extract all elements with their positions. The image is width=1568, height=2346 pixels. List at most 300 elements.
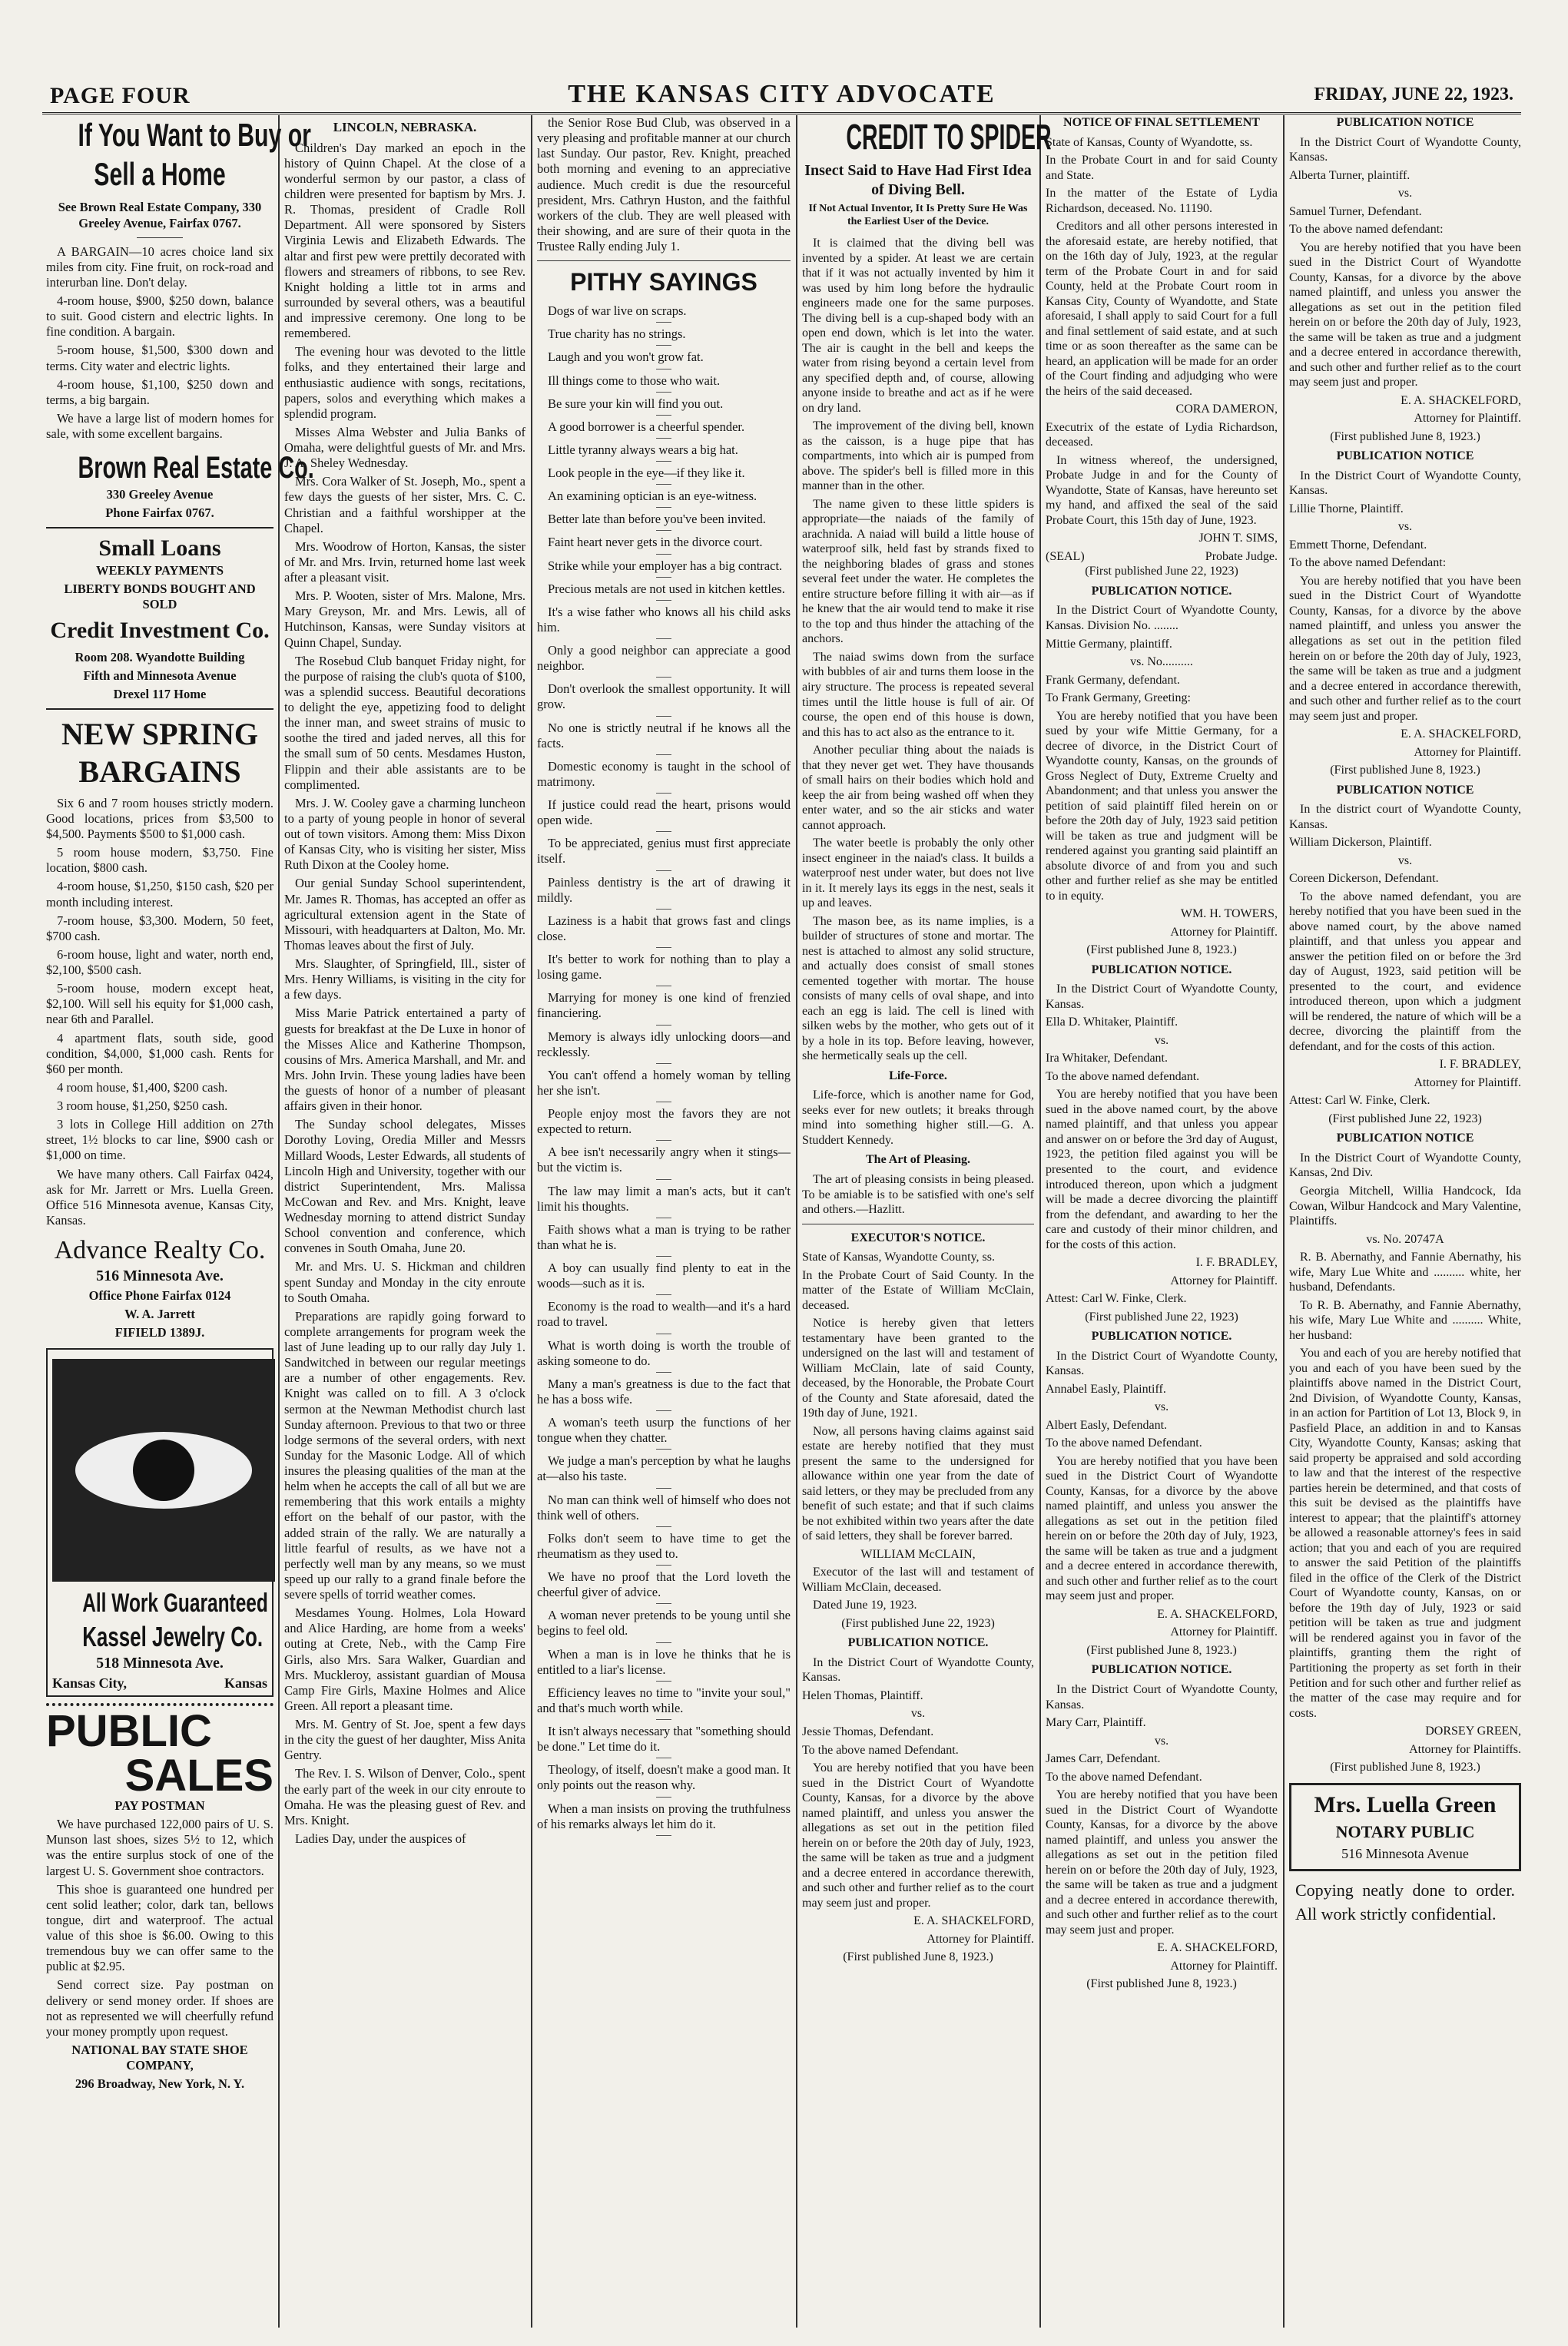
notice-signature: JOHN T. SIMS,	[1198, 532, 1278, 545]
notice-text: You are hereby notified that you have been sued in the District Court of Wyandotte County, Kansas, for a divorce by the above named plaintiff, and unless you answer the allegations as set out in the petition filed herein on or before the 20th day of July, 1923, the same will be taken as true and a judgment and a decree entered in accordance therewith, and such other and further relief as to the court may seem just and proper.	[1289, 240, 1521, 389]
notice-text: Executor of the last will and testament of William McClain, deceased.	[802, 1566, 1034, 1594]
notice-text: Dated June 19, 1923.	[813, 1599, 917, 1612]
divider	[46, 708, 273, 710]
notice-published: (First published June 8, 1923.)	[843, 1950, 993, 1964]
ad-text: 7-room house, $3,300. Modern, 50 feet, $700 cash.	[46, 913, 273, 943]
notice-text: In the district court of Wyandotte County, Kansas.	[1289, 803, 1521, 831]
column-pithy-sayings	[537, 115, 791, 2328]
notice-signature: DORSEY GREEN,	[1425, 1725, 1521, 1738]
notice-text: In the District Court of Wyandotte County, Kansas.	[1046, 1682, 1278, 1711]
saying-item: A woman never pretends to be young until she begins to feel old.	[537, 1608, 791, 1639]
article-subheading: If Not Actual Inventor, It Is Pretty Sure He Was the Earliest User of the Device.	[808, 202, 1028, 227]
ad-firm-name: Kassel Jewelry Co.	[82, 1620, 264, 1652]
saying-item: True charity has no strings.	[548, 326, 686, 342]
notice-signature: WILLIAM McCLAIN,	[860, 1547, 976, 1561]
notice-published: (First published June 22, 1923)	[1328, 1112, 1482, 1125]
ad-text: We have purchased 122,000 pairs of U. S. Munson last shoes, sizes 5½ to 12, which was the entire surplus stock of one of the largest U. S. Government shoe contractors.	[46, 1817, 273, 1878]
ad-text: 6-room house, light and water, north end, $2,100, $500 cash.	[46, 946, 273, 978]
notice-signature: Attorney for Plaintiff.	[1170, 925, 1278, 939]
saying-item: An examining optician is an eye-witness.	[548, 489, 757, 504]
notice-text: State of Kansas, County of Wyandotte, ss.	[1046, 135, 1253, 149]
column-rule	[1039, 115, 1041, 2328]
notice-signature: Attorney for Plaintiff.	[1414, 1075, 1521, 1089]
ad-text: See Brown Real Estate Company, 330 Greeley Avenue, Fairfax 0767.	[58, 200, 262, 230]
article-heading: PITHY SAYINGS	[570, 268, 757, 297]
saying-item: Look people in the eye—if they like it.	[548, 466, 745, 481]
article-heading: CREDIT TO SPIDER	[846, 117, 1052, 157]
notice-text: Mittie Germany, plaintiff.	[1046, 637, 1172, 651]
ad-headline: Sell a Home	[94, 156, 226, 193]
divider	[656, 392, 671, 393]
article-paragraph: Life-force, which is another name for God, seeks ever for new outlets; it breaks through mind into something higher still.—G. A. Studdert Kennedy.	[802, 1089, 1034, 1147]
notice-text: vs.	[1154, 1400, 1169, 1414]
article-paragraph: It is claimed that the diving bell was invented by a spider. At least we are certain that if it was not actually invented by him it was used by him long before the hydraulic engineers made one for the same purposes. The diving bell is a cup-shaped body with an open end down, which is let into the water. The air is caught in the bell and keeps the water from rising beyond a certain level from any specified depth and, of course, allowing anyone inside to breathe and act as if he were on dry land.	[802, 237, 1034, 415]
article-paragraph: Another peculiar thing about the naiads is that they never get wet. They have thousands of small hairs on their bodies which hold and keep the air from being washed off when they enter water, and so the air sticks and water cannot approach.	[802, 744, 1034, 832]
notice-heading: PUBLICATION NOTICE	[1336, 116, 1474, 129]
divider	[656, 638, 671, 639]
saying-item: What is worth doing is worth the trouble of asking someone to do.	[537, 1337, 791, 1368]
notice-published: (First published June 8, 1923.)	[1330, 764, 1480, 777]
saying-item: Little tyranny always wears a big hat.	[548, 442, 738, 457]
divider	[656, 438, 671, 439]
article-paragraph: Mr. and Mrs. U. S. Hickman and children spent Sunday and Monday in the city enroute to South Omaha.	[284, 1259, 525, 1305]
ad-text: 4-room house, $1,100, $250 down and terms, a big bargain.	[46, 376, 273, 407]
article-paragraph: Miss Marie Patrick entertained a party of guests for breakfast at the De Luxe in honor of the Misses Alice and Katherine Thompson, cousins of Mrs. America Marshall, and Mr. and Mrs. John Irvin. These young ladies have been the guests of honor of a number of pleasant affairs given in their honor.	[284, 1006, 525, 1114]
notice-heading: PUBLICATION NOTICE.	[1091, 963, 1232, 976]
divider	[656, 1642, 671, 1643]
saying-item: Theology, of itself, doesn't make a good man. It only points out the reason why.	[537, 1762, 791, 1793]
notice-text: In the District Court of Wyandotte County, Kansas. Division No. ........	[1046, 604, 1278, 632]
sayings-list	[537, 303, 791, 1836]
ad-text: We have a large list of modern homes for sale, with some excellent bargains.	[46, 410, 273, 442]
notice-text: In the District Court of Wyandotte County, Kansas.	[1289, 469, 1521, 498]
notice-signature: Attorney for Plaintiff.	[1414, 745, 1521, 759]
notice-published: (First published June 22, 1923)	[1085, 1310, 1238, 1324]
divider	[656, 530, 671, 531]
ad-text: NATIONAL BAY STATE SHOE COMPANY,	[71, 2042, 248, 2073]
ad-firm-name: Mrs. Luella Green	[1314, 1791, 1497, 1817]
saying-item: We have no proof that the Lord loveth the cheerful giver of advice.	[537, 1569, 791, 1600]
notice-published: (First published June 8, 1923.)	[1086, 943, 1237, 957]
ad-text: Send correct size. Pay postman on delivery or send money order. If shoes are not as represented we will cheerfully refund your money promptly upon request.	[46, 1977, 273, 2039]
saying-item: When a man insists on proving the truthfulness of his remarks always let him do it.	[537, 1801, 791, 1831]
saying-item: Folks don't seem to have time to get the rheumatism as they used to.	[537, 1530, 791, 1561]
notice-published: (First published June 22, 1923)	[841, 1616, 995, 1630]
seal-line	[1046, 549, 1278, 565]
notice-published: (First published June 8, 1923.)	[1330, 429, 1480, 443]
notice-text: vs.	[1154, 1033, 1169, 1047]
divider	[656, 1256, 671, 1257]
masthead	[42, 77, 1521, 114]
notice-text: Notice is hereby given that letters testamentary have been granted to the undersigned on the last will and testament of William McClain, late of said County, deceased, by the Honorable, the Probate Court of the County and State aforesaid, dated the 19th day of June, 1921.	[802, 1317, 1034, 1420]
notice-text: To the above named defendant.	[1046, 1069, 1200, 1083]
saying-item: Be sure your kin will find you out.	[548, 396, 724, 411]
article-paragraph: The Sunday school delegates, Misses Dorothy Loving, Oredia Miller and Messrs Millard Woods, Lester Edwards, all students of Lincoln High and University, together with our district Superintendent, Mrs. Malissa McCowan and Rev. and Mrs. Knight, leave Wednesday morning to attend district Sunday School convention and conference, which convenes in South Omaha, June 20.	[284, 1117, 525, 1256]
column-legal-notices	[1046, 115, 1278, 2328]
notice-text: Ira Whitaker, Defendant.	[1046, 1052, 1168, 1065]
notice-heading: PUBLICATION NOTICE	[1336, 783, 1474, 797]
notice-signature: I. F. BRADLEY,	[1439, 1058, 1521, 1072]
notice-heading: EXECUTOR'S NOTICE.	[850, 1231, 986, 1244]
notice-text: In the matter of the Estate of Lydia Richardson, deceased. No. 11190.	[1046, 187, 1278, 215]
ad-firm-name: Advance Realty Co.	[54, 1236, 266, 1265]
issue-date: FRIDAY, JUNE 22, 1923.	[1314, 84, 1513, 104]
divider	[656, 870, 671, 871]
ad-text: 5-room house, modern except heat, $2,100. Will sell his equity for $1,000 cash, near 6th and Parallel.	[46, 981, 273, 1027]
notice-text: Frank Germany, defendant.	[1046, 673, 1180, 687]
notice-published: (First published June 8, 1923.)	[1086, 1977, 1237, 1991]
divider	[656, 322, 671, 323]
divider	[656, 1179, 671, 1180]
ad-text: Phone Fairfax 0767.	[105, 505, 214, 521]
notice-text: R. B. Abernathy, and Fannie Abernathy, his wife, Mary Lue White and .......... white, her husband, Defendants.	[1289, 1251, 1521, 1294]
ad-text: 516 Minnesota Avenue	[1341, 1846, 1469, 1862]
divider	[656, 1063, 671, 1064]
saying-item: Precious metals are not used in kitchen kettles.	[548, 581, 785, 596]
notice-text: vs.	[1397, 520, 1413, 534]
ad-firm-name: Brown Real Estate Co.	[78, 451, 314, 485]
divider	[656, 461, 671, 462]
notice-signature: E. A. SHACKELFORD,	[1401, 727, 1521, 741]
divider	[656, 507, 671, 508]
ad-firm-name: Credit Investment Co.	[50, 618, 270, 644]
ad-text: 5-room house, $1,500, $300 down and terms. City water and electric lights.	[46, 343, 273, 373]
saying-item: To be appreciated, genius must first appreciate itself.	[537, 836, 791, 866]
ad-text: This shoe is guaranteed one hundred per cent solid leather; color, dark tan, bellows tongue, dirt and waterproof. The actual value of this shoe is $6.00. Owing to this tremendous buy we can offer same to the public at $2.95.	[46, 1881, 273, 1974]
ad-text: 5 room house modern, $3,750. Fine location, $800 cash.	[46, 845, 273, 876]
notice-text: Executrix of the estate of Lydia Richardson, deceased.	[1046, 420, 1278, 449]
ad-text: We have many others. Call Fairfax 0424, ask for Mr. Jarrett or Mrs. Luella Green. Office 516 Minnesota avenue, Kansas City, Kansas.	[46, 1166, 273, 1228]
column-advertisements	[46, 115, 314, 2328]
article-paragraph: Mrs. P. Wooten, sister of Mrs. Malone, Mrs. Mary Greyson, Mr. and Mrs. Lewis, all of Hutchinson, Kansas, were Sunday visitors at Quinn Chapel, Sunday.	[284, 588, 525, 650]
notice-heading: PUBLICATION NOTICE.	[1091, 584, 1232, 598]
notice-text: Attest: Carl W. Finke, Clerk.	[1289, 1094, 1430, 1108]
divider	[656, 947, 671, 948]
ad-text: 3 lots in College Hill addition on 27th street, 1½ blocks to car line, $900 cash or $1,000 on time.	[46, 1117, 273, 1163]
saying-item: Strike while your employer has a big contract.	[548, 558, 783, 573]
notice-published: (First published June 22, 1923)	[1085, 565, 1238, 578]
saying-item: Ill things come to those who wait.	[548, 373, 721, 388]
article-paragraph: Children's Day marked an epoch in the history of Quinn Chapel. At the close of a wonderful sermon by our pastor, a class of children were presented for baptism by Mrs. J. R. Thomas, president of Cradle Roll Department. All were sponsored by Sisters Virginia Lewis and Elizabeth Edwards. The altar and first pew were prettily decorated with flowers and streamers of ribbons, to see Rev. Knight holding a little tot in arms and surrounded by several others, was a beautiful and impressive ceremony. One long to be remembered.	[284, 140, 525, 341]
notice-text: Helen Thomas, Plaintiff.	[802, 1688, 923, 1702]
notice-heading: NOTICE OF FINAL SETTLEMENT	[1063, 116, 1260, 129]
notice-text: Samuel Turner, Defendant.	[1289, 204, 1422, 218]
ad-text: Copying neatly done to order. All work strictly confidential.	[1295, 1880, 1515, 1924]
ad-text: 330 Greeley Avenue	[106, 487, 214, 502]
divider	[656, 716, 671, 717]
ad-text: Room 208. Wyandotte Building	[75, 649, 245, 664]
notice-text: You are hereby notified that you have been sued in the District Court of Wyandotte County, Kansas, for a divorce by the above named plaintiff, and unless you answer the allegations as set out in the petition filed herein on or before the 20th day of July, 1923, the same will be taken as true and a judgment and a decree entered in accordance therewith, and such other and further relief as to the court may seem just and proper.	[1046, 1454, 1278, 1603]
notice-text: In the District Court of Wyandotte County, Kansas.	[1046, 1349, 1278, 1378]
notice-text: William Dickerson, Plaintiff.	[1289, 836, 1432, 850]
notice-signature: E. A. SHACKELFORD,	[913, 1914, 1034, 1928]
column-spider-article	[802, 115, 1052, 2328]
notice-text: To the above named defendant:	[1289, 223, 1444, 237]
ad-text: 4-room house, $1,250, $150 cash, $20 per month including interest.	[46, 879, 273, 910]
saying-item: Faith shows what a man is trying to be rather than what he is.	[537, 1221, 791, 1252]
newspaper-name: THE KANSAS CITY ADVOCATE	[568, 80, 996, 108]
ad-headline: Small Loans	[98, 535, 221, 562]
notice-text: To the above named Defendant.	[802, 1743, 959, 1757]
ad-text: 296 Broadway, New York, N. Y.	[75, 2076, 245, 2092]
notice-text: Coreen Dickerson, Defendant.	[1289, 872, 1439, 886]
notice-heading: PUBLICATION NOTICE.	[1091, 1663, 1232, 1677]
ad-text: 4 room house, $1,400, $200 cash.	[57, 1079, 228, 1095]
eye-illustration	[52, 1359, 275, 1582]
saying-item: A boy can usually find plenty to eat in the woods—such as it is.	[537, 1261, 791, 1291]
article-paragraph: The evening hour was devoted to the little folks, and they entertained their large and enthusiastic audience with songs, recitations, papers, solos and everything which makes a splendid program.	[284, 344, 525, 421]
notice-signature: E. A. SHACKELFORD,	[1401, 393, 1521, 407]
ad-headline: If You Want to Buy or	[78, 117, 311, 153]
ad-text: A BARGAIN—10 acres choice land six miles from city. Fine fruit, on rock-road and interurban line. Don't delay.	[46, 244, 273, 290]
divider	[656, 1565, 671, 1566]
ad-text: Kansas	[224, 1675, 267, 1692]
ad-text: 516 Minnesota Ave.	[96, 1267, 224, 1284]
notice-text: You are hereby notified that you have been sued in the District Court of Wyandotte County, Kansas, for a divorce by the above named plaintiff, and unless you answer the allegations as set out in the petition filed herein on or before the 20th day of July, 1923, the same will be taken as true and a judgment and a decree entered in accordance therewith, and such other and further relief as to the court may seem just and proper.	[1046, 1788, 1278, 1937]
saying-item: Faint heart never gets in the divorce court.	[548, 535, 763, 550]
divider	[656, 600, 671, 601]
article-paragraph: Mrs. Cora Walker of St. Joseph, Mo., spent a few days the guests of her sister, Mrs. C. C. Christian and a faithful worshipper at the Chapel.	[284, 474, 525, 535]
divider	[656, 345, 671, 346]
ad-text: Six 6 and 7 room houses strictly modern. Good locations, prices from $3,500 to $4,500. Payments $500 to $1,000 cash.	[46, 795, 273, 842]
article-paragraph: The water beetle is probably the only other insect engineer in the naiad's class. It builds a waterproof nest under water, but does not live in it. It merely lays its eggs in the nest, seals it up and leaves.	[802, 837, 1034, 910]
notice-text: You are hereby notified that you have been sued in the District Court of Wyandotte County, Kansas, for a divorce by the above named plaintiff, and unless you answer the allegations as set out in the petition filed herein on or before the 20th day of July, 1923, the same will be taken as true and a judgment and a decree entered in accordance therewith, and such other and further relief as to the court may seem just and proper.	[1289, 574, 1521, 723]
ad-headline: PUBLIC	[46, 1706, 212, 1756]
divider	[46, 527, 273, 529]
kassel-jewelry-ad	[46, 1348, 273, 1697]
notice-text: Albert Easly, Defendant.	[1046, 1418, 1168, 1432]
notice-text: Attest: Carl W. Finke, Clerk.	[1046, 1292, 1187, 1306]
notice-text: State of Kansas, Wyandotte County, ss.	[802, 1251, 996, 1264]
divider	[656, 1410, 671, 1411]
notice-text: vs. No..........	[1130, 655, 1193, 669]
divider	[137, 237, 183, 238]
notice-text: Emmett Thorne, Defendant.	[1289, 538, 1427, 552]
divider	[656, 1835, 671, 1836]
notice-text: vs.	[1397, 187, 1413, 200]
saying-item: Dogs of war live on scraps.	[548, 303, 687, 319]
notice-text: Creditors and all other persons interested in the aforesaid estate, are hereby notified, that on the 16th day of July, 1923, at the regular term of the Probate Court in and for said County, held at the Probate Court room in Kansas City, County of Wyandotte, and State aforesaid, I shall apply to said Court for a full and final settlement of said estate, and at such time or as soon thereafter as the same can be heard, an application will be made for an order of the Court finding and adjudging who were the heirs of the said deceased.	[1046, 220, 1278, 398]
notice-text: vs. No. 20747A	[1366, 1232, 1444, 1246]
saying-item: People enjoy most the favors they are not expected to return.	[537, 1106, 791, 1137]
notice-heading: PUBLICATION NOTICE	[1336, 449, 1474, 463]
article-paragraph: The Rev. I. S. Wilson of Denver, Colo., spent the early part of the week in our city enroute to Omaha. He was the pleasing guest of Rev. and Mrs. Knight.	[284, 1766, 525, 1827]
ad-text: 518 Minnesota Ave.	[96, 1654, 224, 1672]
notice-text: James Carr, Defendant.	[1046, 1752, 1161, 1766]
divider	[656, 577, 671, 578]
saying-item: A woman's teeth usurp the functions of her tongue when they chatter.	[537, 1415, 791, 1446]
ad-headline: NEW SPRING	[61, 717, 258, 752]
saying-item: Only a good neighbor can appreciate a good neighbor.	[537, 643, 791, 674]
column-rule	[531, 115, 532, 2328]
notice-signature: Probate Judge.	[1205, 549, 1278, 563]
notary-ad	[1289, 1783, 1521, 1871]
article-heading: LINCOLN, NEBRASKA.	[333, 120, 477, 134]
article-paragraph: Preparations are rapidly going forward to complete arrangements for program week the last of June leading up to our rally day July 1. Sandwitched in between our regular meetings are a number of other engagements. Rev. Knight was called on to fill. A 3 o'clock sermon at the Newman Methodist church last Sunday afternoon. Previous to that two or three lodge sermons of the several orders, with next Sunday for the Masonic Lodge. All of which insures the pleasing qualities of the man at the helm when he accepts the call of all but we are remembering that this work entails a mighty effort on the behalf of our pastor, with the added strain of the rally. We are naturally a little fearful of results, as we have not a perfectly well man by any means, so we must speed up our rally to a grand finale before the severe spells of torrid weather comes.	[284, 1308, 525, 1602]
saying-item: It isn't always necessary that "something should be done." Let time do it.	[537, 1724, 791, 1755]
notice-text: vs.	[910, 1707, 926, 1721]
divider	[656, 754, 671, 755]
article-paragraph: Mesdames Young. Holmes, Lola Howard and Alice Harding, are home from a weeks' outing at Crete, Neb., with the Camp Fire Girls, also Mrs. Sara Walker, Guardian and Mrs. Muckleroy, assistant guardian of Mousa Camp Fire Girls, Maxine Holmes and Alice Green. All report a pleasant time.	[284, 1605, 525, 1713]
saying-item: A good borrower is a cheerful spender.	[548, 419, 745, 434]
column-rule	[796, 115, 797, 2328]
ad-text: LIBERTY BONDS BOUGHT AND SOLD	[64, 581, 256, 612]
notice-text: In the District Court of Wyandotte County, Kansas.	[1289, 135, 1521, 164]
column-rule	[278, 115, 280, 2328]
divider	[656, 1603, 671, 1604]
notice-text: Annabel Easly, Plaintiff.	[1046, 1382, 1166, 1396]
notice-published: (First published June 8, 1923.)	[1086, 1643, 1237, 1657]
notice-signature: E. A. SHACKELFORD,	[1157, 1607, 1278, 1621]
divider	[656, 415, 671, 416]
saying-item: Efficiency leaves no time to "invite your soul," and that's much worth while.	[537, 1685, 791, 1715]
notice-signature: I. F. BRADLEY,	[1195, 1256, 1278, 1270]
saying-item: Marrying for money is one kind of frenzied financiering.	[537, 990, 791, 1021]
saying-item: Economy is the road to wealth—and it's a hard road to travel.	[537, 1299, 791, 1330]
saying-item: Better late than before you've been invited.	[548, 512, 766, 527]
notice-signature: Attorney for Plaintiff.	[927, 1932, 1034, 1946]
divider	[656, 1488, 671, 1489]
article-paragraph: Ladies Day, under the auspices of	[295, 1831, 466, 1846]
notice-text: (SEAL)	[1046, 549, 1085, 563]
notice-text: Ella D. Whitaker, Plaintiff.	[1046, 1016, 1178, 1029]
saying-item: It's better to work for nothing than to play a losing game.	[537, 952, 791, 982]
divider	[656, 1372, 671, 1373]
saying-item: Don't overlook the smallest opportunity. It will grow.	[537, 681, 791, 712]
divider	[656, 484, 671, 485]
notice-text: In the District Court of Wyandotte County, Kansas.	[802, 1655, 1034, 1685]
article-paragraph: The mason bee, as its name implies, is a builder of structures of stone and mortar. The nest is attached to almost any solid structure, and actually does consist of small stones cemented together with mortar. The house consists of many cells of oval shape, and into each an egg is laid. The cell is lined with silken webs by the mother, who gets out of it by a hole in its top. Before leaving, however, she hermetically seals up the cell.	[802, 914, 1034, 1063]
article-paragraph: The Rosebud Club banquet Friday night, for the purpose of raising the club's quota of $100, was a splendid success. Beautiful decorations to delight the eye, appetizing food to delight the inner man, and sweet strains of music to soothe the tired and jaded nerves, all this for the small sum of 50 cents. Mesdames Huston, Flippin and their able assistants are to be complimented.	[284, 653, 525, 792]
notice-published: (First published June 8, 1923.)	[1330, 1761, 1480, 1774]
notice-text: Alberta Turner, plaintiff.	[1289, 168, 1411, 182]
notice-signature: Attorney for Plaintiff.	[1170, 1625, 1278, 1639]
notice-text: Jessie Thomas, Defendant.	[802, 1725, 934, 1738]
ad-text: 4-room house, $900, $250 down, balance to suit. Good cistern and electric lights. In fine condition. A bargain.	[46, 293, 273, 340]
notice-text: In the District Court of Wyandotte County, Kansas.	[1046, 982, 1278, 1011]
divider	[656, 1719, 671, 1720]
article-subheading: Insect Said to Have Had First Idea of Diving Bell.	[804, 162, 1032, 198]
notice-signature: E. A. SHACKELFORD,	[1157, 1941, 1278, 1955]
notice-text: You are hereby notified that you have been sued in the District Court of Wyandotte County, Kansas, for a divorce by the above named plaintiff, and unless you answer the allegations as set out in the petition filed herein on or before the 20th day of July, 1923, the same will be taken as true and a judgment and a decree entered in accordance therewith, and such other and further relief as to the court may seem just and proper.	[802, 1761, 1034, 1910]
ad-text: PAY POSTMAN	[114, 1798, 205, 1813]
notice-text: vs.	[1154, 1734, 1169, 1748]
article-paragraph: Mrs. M. Gentry of St. Joe, spent a few days in the city the guest of her daughter, Miss Anita Gentry.	[284, 1717, 525, 1763]
divider	[656, 1526, 671, 1527]
saying-item: Domestic economy is taught in the school of matrimony.	[537, 758, 791, 789]
article-paragraph: Mrs. J. W. Cooley gave a charming luncheon to a party of young people in honor of several out of town visitors. Among them: Miss Dixon of Kansas City, who is visiting her sister, Miss Ruth Dixon at the Cooley home.	[284, 795, 525, 873]
notice-text: To R. B. Abernathy, and Fannie Abernathy, his wife, Mary Lue White and .......... White, her husband:	[1289, 1298, 1521, 1342]
ad-headline: SALES	[124, 1751, 273, 1801]
notice-text: To the above named Defendant.	[1046, 1770, 1202, 1784]
notice-heading: PUBLICATION NOTICE.	[1091, 1330, 1232, 1344]
saying-item: No man can think well of himself who does not think well of others.	[537, 1492, 791, 1523]
saying-item: It's a wise father who knows all his child asks him.	[537, 604, 791, 635]
notice-text: You are hereby notified that you have been sued in the above named court, by the above named plaintiff, and that unless you appear and answer on or before the 3rd day of August, 1923, the petition filed against you will be presented to the court, and evidence introduced thereon, upon which a judgment will be made a decree divorcing the plaintiff from the defendant, and awarding to her the care and custody of their minor children, and for the costs of this action.	[1046, 1088, 1278, 1251]
notice-signature: Attorney for Plaintiff.	[1170, 1274, 1278, 1287]
ad-text: W. A. Jarrett	[124, 1307, 195, 1322]
article-paragraph: The name given to these little spiders is appropriate—the naiads of the family of arachnida. A naiad will build a little house of waterproof silk, held fast by strands fixed to the neighboring blades of grass and stones several feet under the water. He completes the entire structure before filling it with air—as if he knew that the air would tend to make it rise to the top and thus hinder the attaching of the anchors.	[802, 497, 1034, 646]
article-paragraph: Misses Alma Webster and Julia Banks of Omaha, were delightful guests of Mr. and Mrs. J. A. Sheley Wednesday.	[284, 424, 525, 471]
article-heading: The Art of Pleasing.	[866, 1153, 970, 1167]
column-rule	[1283, 115, 1285, 2328]
saying-item: You can't offend a homely woman by telling her she isn't.	[537, 1067, 791, 1098]
notice-signature: CORA DAMERON,	[1175, 403, 1278, 416]
divider	[656, 1449, 671, 1450]
divider	[656, 909, 671, 910]
ad-text: Drexel 117 Home	[113, 687, 207, 702]
ad-headline: NOTARY PUBLIC	[1335, 1822, 1475, 1842]
saying-item: When a man is in love he thinks that he is entitled to a liar's license.	[537, 1646, 791, 1677]
ad-headline: All Work Guaranteed	[82, 1589, 268, 1619]
notice-text: You are hereby notified that you have been sued by your wife Mittie Germany, for a decree of divorce, in the District Court of Wyandotte county, Kansas, on the grounds of Gross Neglect of Duty, Extreme Cruelty and Abandonment; and that unless you answer the petition of said plaintiff filed herein on or before the 20th day of July, 1923 said petition will be taken as true and judgment will be rendered against you granting said plaintiff an absolute divorce of and from you and such other and further relief as she may be entitled to in equity.	[1046, 709, 1278, 903]
notice-text: In witness whereof, the undersigned, Probate Judge in and for the County of Wyandotte, State of Kansas, have hereunto set my hand, and affixed the seal of the said Probate Court, this 15th day of June, 1923.	[1046, 453, 1278, 527]
saying-item: Painless dentistry is the art of drawing it mildly.	[537, 874, 791, 905]
saying-item: Many a man's greatness is due to the fact that he has a boss wife.	[537, 1376, 791, 1407]
saying-item: Memory is always idly unlocking doors—and recklessly.	[537, 1029, 791, 1059]
divider	[656, 1025, 671, 1026]
ad-city-line	[52, 1675, 267, 1692]
ad-text: 4 apartment flats, south side, good condition, $4,000, $1,000 cash. Rents for $60 per month.	[46, 1030, 273, 1076]
article-paragraph: Our genial Sunday School superintendent, Mr. James R. Thomas, has accepted an offer as agricultural extension agent in the State of Missouri, with headquarters at Dalton, Mo. Mr. Thomas leaves about the first of July.	[284, 876, 525, 953]
notice-signature: Attorney for Plaintiff.	[1414, 412, 1521, 426]
article-paragraph: Mrs. Woodrow of Horton, Kansas, the sister of Mr. and Mrs. Irvin, returned home last week after a pleasant visit.	[284, 538, 525, 585]
notice-text: Georgia Mitchell, Willia Handcock, Ida Cowan, Wilbur Handcock and Mary Valentine, Plaintiffs.	[1289, 1185, 1521, 1228]
ad-text: Kansas City,	[52, 1675, 128, 1692]
divider	[656, 677, 671, 678]
saying-item: A bee isn't necessarily angry when it stings—but the victim is.	[537, 1145, 791, 1175]
saying-item: We judge a man's perception by what he laughs at—also his taste.	[537, 1453, 791, 1484]
article-paragraph: Mrs. Slaughter, of Springfield, Ill., sister of Mrs. Henry Williams, is visiting in the city for a few days.	[284, 956, 525, 1002]
ad-text: WEEKLY PAYMENTS	[95, 562, 224, 578]
column-lincoln-news	[284, 115, 525, 2328]
article-paragraph: The improvement of the diving bell, known as the caisson, is a huge pipe that has compartments, into which air is pumped from above. The spider's bell is filled more in this manner than in the other.	[802, 419, 1034, 493]
notice-text: To Frank Germany, Greeting:	[1046, 691, 1191, 705]
column-notices-right	[1289, 115, 1521, 2328]
divider	[656, 1681, 671, 1682]
saying-item: Laziness is a habit that grows fast and clings close.	[537, 913, 791, 943]
notice-text: Lillie Thorne, Plaintiff.	[1289, 502, 1404, 515]
saying-item: The law may limit a man's acts, but it can't limit his thoughts.	[537, 1183, 791, 1214]
ad-text: Office Phone Fairfax 0124	[88, 1287, 231, 1303]
notice-text: To the above named defendant, you are hereby notified that you have been sued in the above named court, by the above named plaintiff, and that unless you appear and answer the petition filed on or before the 3rd day of August, 1923, said petition will be presented to the court, and evidence introduced thereon, upon which a judgment will be rendered, the nature of which will be a decree, divorcing the plaintiff from the defendant, and for the costs of this action.	[1289, 890, 1521, 1053]
ad-text: FIFIELD 1389J.	[114, 1325, 205, 1340]
ad-text: 3 room house, $1,250, $250 cash.	[57, 1098, 228, 1114]
notice-text: Now, all persons having claims against said estate are hereby notified that they must present the same to the undersigned for allowance within one year from the date of said letters, or they may be precluded from any benefit of such estate; and that if such claims be not exhibited within two years after the date of said letters, they shall be forever barred.	[802, 1424, 1034, 1543]
divider	[656, 793, 671, 794]
notice-text: In the Probate Court in and for said County and State.	[1046, 154, 1278, 182]
divider	[656, 554, 671, 555]
article-heading: Life-Force.	[889, 1069, 947, 1082]
notice-text: To the above named Defendant:	[1289, 556, 1447, 570]
notice-text: In the Probate Court of Said County. In the matter of the Estate of William McClain, deceased.	[802, 1268, 1034, 1312]
ad-headline: BARGAINS	[78, 754, 241, 789]
saying-item: No one is strictly neutral if he knows all the facts.	[537, 720, 791, 751]
ad-text: Fifth and Minnesota Avenue	[83, 668, 237, 683]
article-paragraph: The naiad swims down from the surface with bubbles of air and turns them loose in the airy structure. The process is repeated several times until the little house is full of air. Of course, the open end of this house is down, and this has to act also as the entrance to it.	[802, 650, 1034, 739]
article-paragraph: The art of pleasing consists in being pleased. To be amiable is to be satisfied with one's self and others.—Hazlitt.	[802, 1172, 1034, 1217]
notice-heading: PUBLICATION NOTICE.	[847, 1636, 989, 1650]
notice-text: In the District Court of Wyandotte County, Kansas, 2nd Div.	[1289, 1151, 1521, 1180]
saying-item: Laugh and you won't grow fat.	[548, 350, 704, 365]
article-paragraph: the Senior Rose Bud Club, was observed in a very pleasing and profitable manner at our church last Sunday. Our pastor, Rev. Knight, preached both morning and evening to an appreciative audience. Much credit is due the resourceful president, Mrs. Cathryn Huston, and the faithful workers of the club. They are well pleased with their showing, and are sure of their quota in the Trustee Rally ending July 1.	[537, 115, 791, 253]
notice-signature: Attorney for Plaintiffs.	[1409, 1742, 1521, 1756]
notice-signature: Attorney for Plaintiff.	[1170, 1959, 1278, 1973]
divider	[656, 1294, 671, 1295]
divider	[656, 1797, 671, 1798]
notice-signature: WM. H. TOWERS,	[1180, 907, 1278, 921]
notice-text: Mary Carr, Plaintiff.	[1046, 1716, 1146, 1730]
